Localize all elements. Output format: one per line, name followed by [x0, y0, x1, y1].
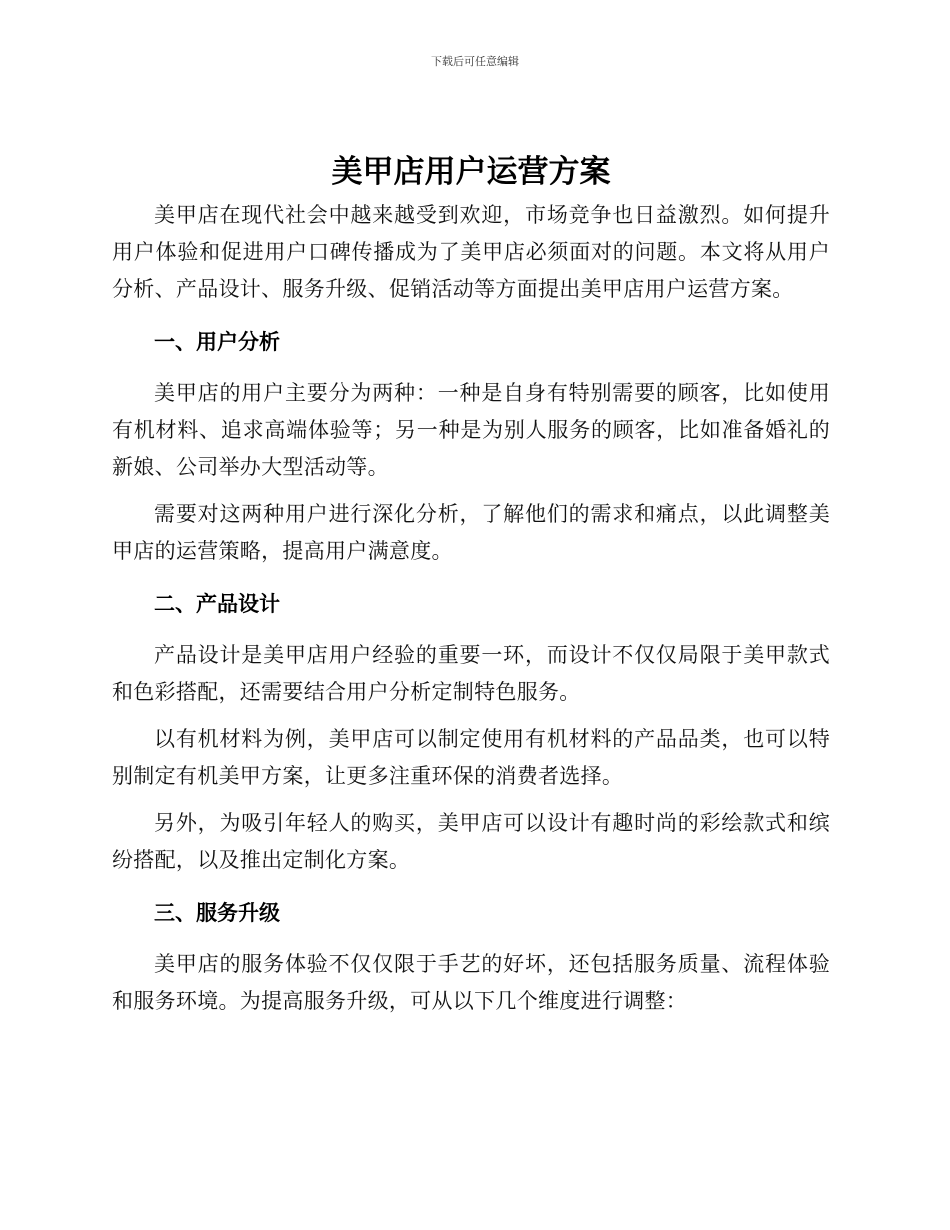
section-paragraph: 需要对这两种用户进行深化分析，了解他们的需求和痛点，以此调整美甲店的运营策略，提高用户满意度。	[112, 502, 830, 563]
document-title: 美甲店用户运营方案	[331, 154, 611, 190]
section-user-analysis	[112, 324, 830, 570]
intro-paragraph: 美甲店在现代社会中越来越受到欢迎，市场竞争也日益激烈。如何提升用户体验和促进用户口碑传播成为了美甲店必须面对的问题。本文将从用户分析、产品设计、服务升级、促销活动等方面提出美甲店用户运营方案。	[112, 203, 830, 301]
section-service-upgrade	[112, 895, 830, 1020]
section-paragraph: 产品设计是美甲店用户经验的重要一环，而设计不仅仅局限于美甲款式和色彩搭配，还需要结合用户分析定制特色服务。	[112, 643, 830, 704]
document-content	[112, 151, 830, 1020]
section-heading: 二、产品设计	[154, 592, 280, 616]
section-paragraph: 美甲店的用户主要分为两种：一种是自身有特别需要的顾客，比如使用有机材料、追求高端体验等；另一种是为别人服务的顾客，比如准备婚礼的新娘、公司举办大型活动等。	[112, 381, 830, 479]
section-heading: 一、用户分析	[154, 330, 280, 354]
section-product-design	[112, 586, 830, 879]
header-note: 下载后可任意编辑	[431, 55, 519, 68]
section-heading: 三、服务升级	[154, 901, 280, 925]
section-paragraph: 美甲店的服务体验不仅仅限于手艺的好坏，还包括服务质量、流程体验和服务环境。为提高服务升级，可从以下几个维度进行调整：	[112, 952, 830, 1013]
section-paragraph: 以有机材料为例，美甲店可以制定使用有机材料的产品品类，也可以特别制定有机美甲方案，让更多注重环保的消费者选择。	[112, 727, 830, 788]
section-paragraph: 另外，为吸引年轻人的购买，美甲店可以设计有趣时尚的彩绘款式和缤纷搭配，以及推出定制化方案。	[112, 811, 830, 872]
